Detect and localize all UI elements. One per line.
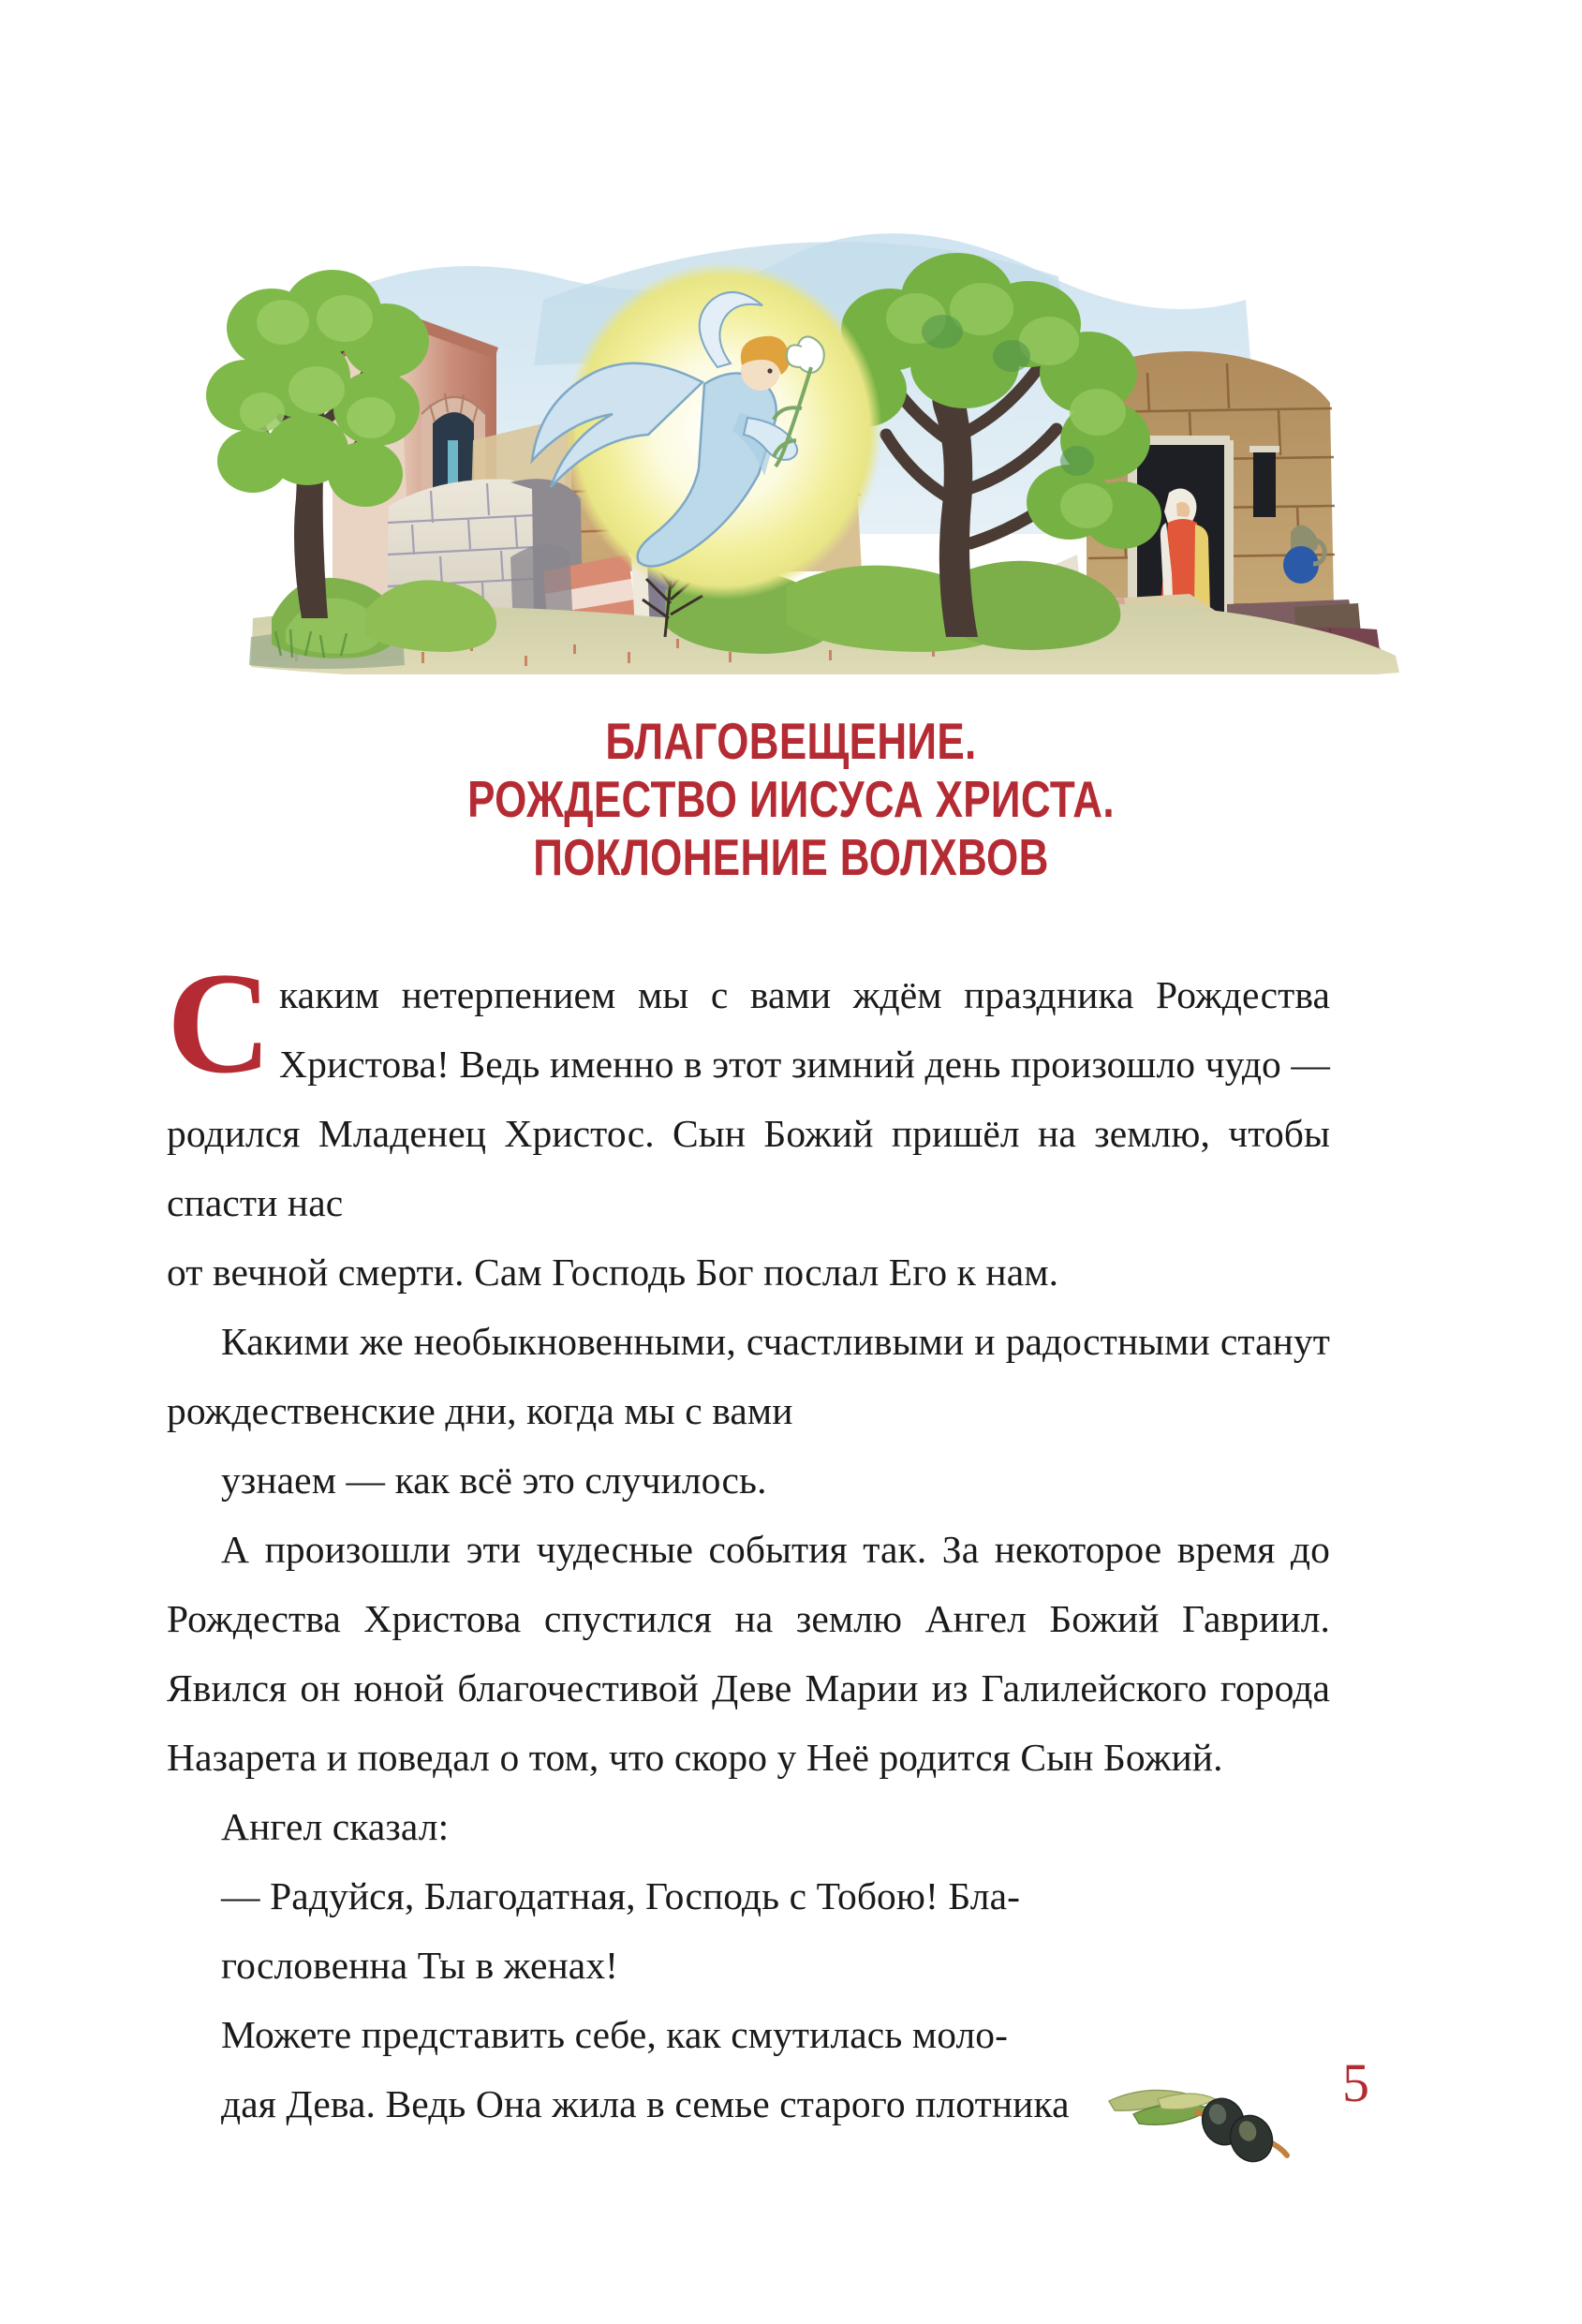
paragraph-4 — [167, 1861, 1330, 2000]
paragraph-4-body: — Радуйся, Благодатная, Господь с Тобою! Бла- — [221, 1874, 1021, 1917]
paragraph-1-body: каким нетерпением мы с вами ждём праздника Рождества Христова! Ведь именно в этот зимний день произошло чудо — родился Младенец Христос. Сын Божий пришёл на землю, чтобы спасти нас — [167, 973, 1330, 1224]
paragraph-3 — [167, 1515, 1330, 1861]
page-number: 5 — [1342, 2052, 1369, 2113]
chapter-body — [167, 942, 1330, 2139]
window-lintel — [1249, 446, 1279, 452]
chapter-illustration — [140, 131, 1452, 674]
illustration-artwork — [140, 131, 1452, 674]
paragraph-3-last-line: Ангел сказал: — [221, 1805, 450, 1848]
paragraph-5-body: Можете представить себе, как смутилась моло- — [221, 2013, 1009, 2056]
paragraph-3-body: А произошли эти чудесные события так. За некоторое время до Рождества Христова спустился на землю Ангел Божий Гавриил. Явился он юной благочестивой Деве Марии из Галилейского города Назарета и поведал о том, что скоро у Неё родится Сын Божий. — [167, 1528, 1330, 1779]
drop-cap: С — [167, 942, 273, 1103]
angel-eye — [767, 368, 772, 373]
paragraph-2 — [167, 1307, 1330, 1515]
olive-branch-icon — [1096, 2056, 1339, 2169]
paragraph-1 — [167, 942, 1330, 1307]
right-window — [1253, 450, 1276, 517]
chapter-title-line-3: ПОКЛОНЕНИЕ ВОЛХВОВ — [533, 828, 1049, 886]
chapter-title — [0, 712, 1582, 886]
paragraph-4-last-line: гословенна Ты в женах! — [221, 1944, 619, 1987]
chapter-title-line-1: БЛАГОВЕЩЕНИЕ. — [605, 712, 977, 770]
paragraph-1-last-line: от вечной смерти. Сам Господь Бог послал Его к нам. — [167, 1251, 1059, 1294]
paragraph-2-last-line: узнаем — как всё это случилось. — [221, 1458, 767, 1502]
paragraph-5-last-line: дая Дева. Ведь Она жила в семье старого плотника — [221, 2082, 1070, 2125]
page-footer — [1096, 2052, 1396, 2215]
paragraph-2-body: Какими же необыкновенными, счастливыми и радостными станут рождественские дни, когда мы с вами — [167, 1320, 1330, 1432]
chapter-title-line-2: РОЖДЕСТВО ИИСУСА ХРИСТА. — [467, 770, 1115, 828]
